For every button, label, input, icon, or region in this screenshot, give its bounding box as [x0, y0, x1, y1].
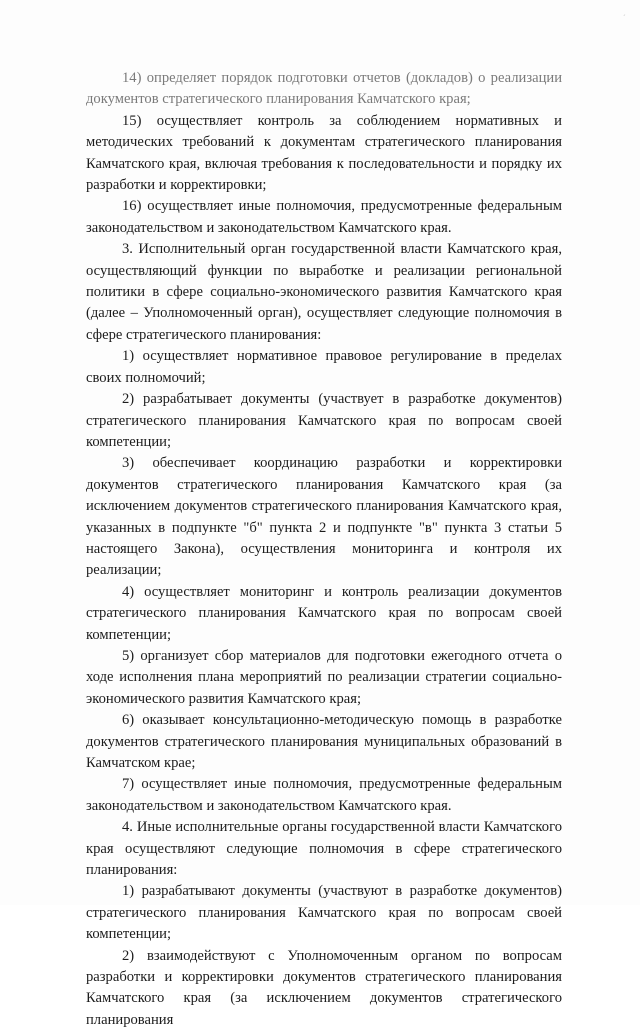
- paragraph-item-14: 14) определяет порядок подготовки отчетов (докладов) о реализации документов стратегического планирования Камчатского края;: [86, 70, 562, 108]
- paragraph-section-4-item-2: 2) взаимодействуют с Уполномоченным органом по вопросам разработки и корректировки документов стратегического планирования Камчатского края (за исключением документов стратегического планирования: [86, 947, 562, 1028]
- paragraph-section-3-item-6: 6) оказывает консультационно-методическую помощь в разработке документов стратегического планирования муниципальных образований в Камчатском крае;: [86, 712, 562, 771]
- paragraph-item-15: 15) осуществляет контроль за соблюдением нормативных и методических требований к документам стратегического планирования Камчатского края, включая требования к последовательности и порядку их разработки и корректировки;: [86, 112, 562, 194]
- paragraph-section-3: 3. Исполнительный орган государственной власти Камчатского края, осуществляющий функции по выработке и реализации региональной политики в сфере социально-экономического развития Камчатского края (далее – Уполномоченный орган), осуществляет следующие полномочия в сфере стратегического планирования:: [86, 241, 562, 343]
- paragraph-section-3-item-4: 4) осуществляет мониторинг и контроль реализации документов стратегического планирования Камчатского края по вопросам своей компетенции;: [86, 583, 562, 643]
- document-body: [86, 68, 562, 1031]
- paragraph-section-4: 4. Иные исполнительные органы государственной власти Камчатского края осуществляют следующие полномочия в сфере стратегического планирования:: [86, 819, 562, 879]
- scan-corner-mark: ´: [622, 14, 626, 23]
- paragraph-section-4-item-1: 1) разрабатывают документы (участвуют в разработке документов) стратегического планирования Камчатского края по вопросам своей компетенции;: [86, 883, 562, 943]
- paragraph-section-3-item-1: 1) осуществляет нормативное правовое регулирование в пределах своих полномочий;: [86, 348, 562, 386]
- paragraph-section-3-item-7: 7) осуществляет иные полномочия, предусмотренные федеральным законодательством и законодательством Камчатского края.: [86, 776, 562, 814]
- paragraph-section-3-item-5: 5) организует сбор материалов для подготовки ежегодного отчета о ходе исполнения плана мероприятий по реализации стратегии социально-экономического развития Камчатского края;: [86, 647, 562, 707]
- paragraph-section-3-item-2: 2) разрабатывает документы (участвует в разработке документов) стратегического планирования Камчатского края по вопросам своей компетенции;: [86, 391, 562, 450]
- paragraph-section-3-item-3: 3) обеспечивает координацию разработки и корректировки документов стратегического планирования Камчатского края (за исключением документов стратегического планирования Камчатского края, указанных в подпункте "б" пункта 2 и подпункте "в" пункта 3 статьи 5 настоящего Закона), осуществления мониторинга и контроля их реализации;: [86, 455, 562, 579]
- paragraph-item-16: 16) осуществляет иные полномочия, предусмотренные федеральным законодательством и законодательством Камчатского края.: [86, 198, 562, 236]
